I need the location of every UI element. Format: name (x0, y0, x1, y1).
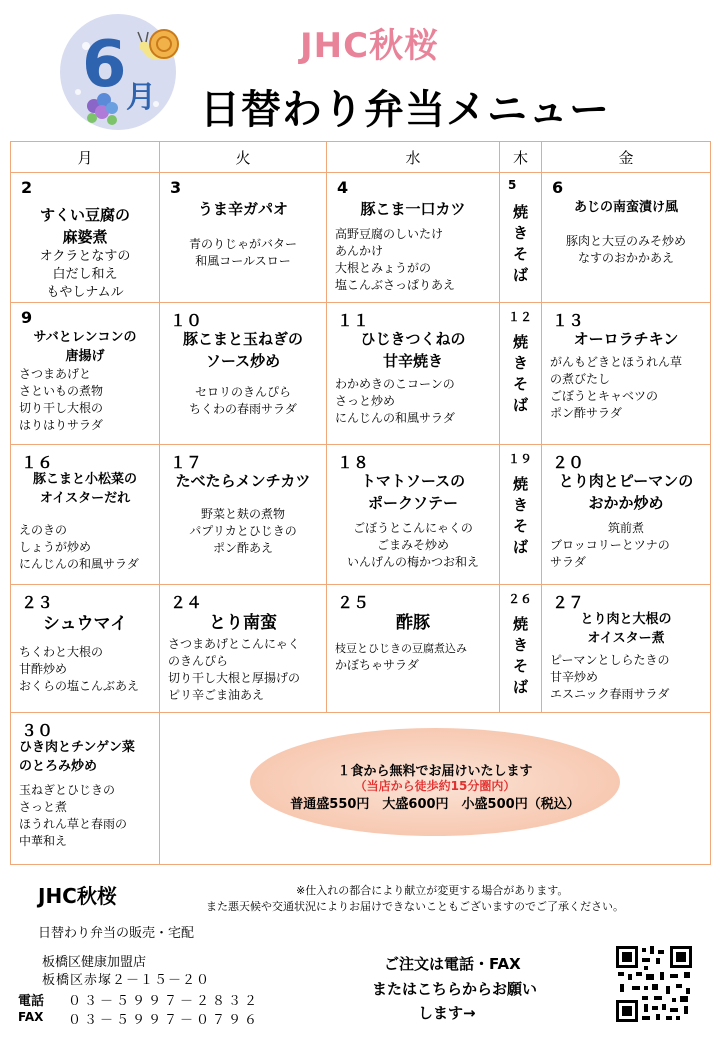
notice-line-1: ※仕入れの都合により献立が変更する場合があります。 (296, 884, 569, 897)
day-date: ２５ (337, 593, 370, 612)
side-dish: ごぼうとこんにゃくの (353, 521, 473, 535)
dish-name: トマトソースの (360, 472, 466, 490)
dish-name: うま辛ガパオ (197, 200, 288, 218)
weekday-mon: 月 (11, 142, 160, 173)
day-cell (542, 303, 711, 445)
weekday-wed: 水 (327, 142, 500, 173)
day-cell (542, 173, 711, 303)
side-dish: あんかけ (335, 244, 384, 258)
day-cell-thursday (500, 303, 542, 445)
side-dish: 高野豆腐のしいたけ (335, 227, 444, 241)
side-dish: オクラとなすの (39, 249, 131, 264)
side-dish: セロリのきんぴら (194, 385, 291, 399)
delivery-range: （当店から徒歩約15分圏内） (354, 779, 516, 793)
side-dish: かぼちゃサラダ (335, 658, 419, 672)
day-date: １９ (508, 452, 533, 466)
side-dish: 塩こんぶさっぱりあえ (335, 278, 456, 292)
day-date: 5 (508, 178, 517, 192)
side-dish: さといもの煮物 (19, 384, 104, 398)
side-dish: ほうれん草と春雨の (19, 817, 128, 831)
side-dish: ちくわと大根の (19, 645, 104, 659)
badge-month-number: 6 (82, 28, 127, 102)
day-date: １３ (552, 311, 585, 330)
side-dish: 青のりじゃがバター (188, 237, 297, 251)
day-cell (327, 173, 500, 303)
weekday-tue: 火 (160, 142, 327, 173)
day-date: ２３ (21, 593, 54, 612)
dish-name-vertical: 焼きそば (512, 615, 528, 696)
day-cell (542, 445, 711, 585)
side-dish: 大根とみょうがの (335, 261, 432, 275)
side-dish: 和風コールスロー (195, 254, 291, 268)
badge-month-unit: 月 (126, 80, 156, 115)
tel-number: ０３－５９９７－２８３２ (68, 994, 261, 1009)
dish-name: すくい豆腐の (39, 206, 130, 224)
side-dish: 筑前煮 (607, 521, 644, 535)
side-dish: 切り干し大根と厚揚げの (168, 671, 301, 685)
dish-name: あじの南蛮漬け風 (573, 200, 678, 215)
side-dish: わかめきのこコーンの (335, 377, 455, 391)
day-date: ２４ (170, 593, 203, 612)
day-cell (160, 585, 327, 713)
side-dish: さつまあげと (19, 367, 92, 381)
side-dish: のきんぴら (168, 654, 229, 668)
day-cell (327, 445, 500, 585)
week-row (11, 445, 711, 585)
day-date: １２ (508, 310, 533, 324)
order-line-3: します→ (418, 1004, 476, 1022)
week-row (11, 585, 711, 713)
month-badge (56, 6, 188, 138)
shop-member: 板橋区健康加盟店 (42, 955, 147, 970)
dish-name: 豚こま一口カツ (360, 200, 466, 218)
side-dish: いんげんの梅かつお和え (346, 555, 479, 569)
dish-name: オーロラチキン (573, 330, 679, 348)
day-date: ２０ (552, 453, 585, 472)
side-dish: 甘辛炒め (550, 670, 599, 684)
side-dish: エスニック春雨サラダ (550, 687, 670, 701)
dish-name: のとろみ炒め (19, 759, 98, 774)
dish-name: ソース炒め (205, 352, 281, 370)
day-cell (327, 585, 500, 713)
day-cell (11, 445, 160, 585)
side-dish: 白だし和え (52, 267, 118, 282)
side-dish: ポン酢あえ (212, 541, 273, 555)
brand-title: JHC秋桜 (300, 26, 440, 66)
side-dish: の煮びたし (550, 372, 611, 386)
day-cell-thursday (500, 173, 542, 303)
dish-name: 甘辛焼き (382, 352, 443, 370)
dish-name: ひじきつくねの (360, 330, 466, 348)
side-dish: 甘酢炒め (19, 662, 68, 676)
page-title: 日替わり弁当メニュー (200, 87, 610, 133)
side-dish: さっと炒め (335, 394, 396, 408)
day-date: １７ (170, 453, 203, 472)
day-date: 9 (21, 308, 33, 327)
side-dish: ピリ辛ごま油あえ (168, 688, 265, 702)
shop-address: 板橋区赤塚２－１５－２０ (42, 973, 211, 988)
day-date: 3 (170, 178, 182, 197)
fax-label: FAX (18, 1010, 44, 1024)
delivery-line-1: １食から無料でお届けいたします (337, 764, 533, 779)
side-dish: えのきの (19, 523, 68, 537)
day-date: １８ (337, 453, 370, 472)
side-dish: おくらの塩こんぶあえ (19, 679, 140, 693)
side-dish: ごまみそ炒め (376, 538, 449, 552)
day-cell (160, 303, 327, 445)
dish-name: たべたらメンチカツ (175, 472, 311, 490)
day-date: １１ (337, 311, 370, 330)
dish-name: とり南蛮 (209, 613, 277, 633)
dish-name: ポークソテー (367, 494, 458, 512)
day-cell-thursday (500, 445, 542, 585)
side-dish: パプリカとひじきの (189, 524, 297, 538)
shop-name: JHC秋桜 (38, 884, 117, 908)
qr-code-icon[interactable] (614, 944, 694, 1024)
day-date: 2 (21, 178, 33, 197)
side-dish: さっと煮 (19, 800, 68, 814)
weekday-fri: 金 (542, 142, 711, 173)
shop-description: 日替わり弁当の販売・宅配 (38, 926, 195, 941)
side-dish: ピーマンとしらたきの (550, 653, 670, 667)
day-date: 6 (552, 178, 564, 197)
side-dish: 切り干し大根の (19, 401, 104, 415)
dish-name: とり肉と大根の (580, 612, 672, 627)
dish-name: 麻婆煮 (62, 228, 108, 246)
day-cell (160, 445, 327, 585)
dish-name: シュウマイ (42, 614, 128, 634)
side-dish: がんもどきとほうれん草 (550, 355, 683, 369)
side-dish: ブロッコリーとツナの (550, 538, 670, 552)
side-dish: 豚肉と大豆のみそ炒め (565, 234, 686, 248)
side-dish: にんじんの和風サラダ (19, 557, 139, 571)
dish-name-vertical: 焼きそば (512, 203, 528, 284)
fax-number: ０３－５９９７－０７９６ (68, 1013, 261, 1028)
dish-name: 酢豚 (396, 613, 430, 633)
delivery-prices: 普通盛550円 大盛600円 小盛500円（税込） (290, 797, 580, 812)
week-row (11, 173, 711, 303)
side-dish: 野菜と麸の煮物 (200, 507, 285, 521)
day-date: ２６ (508, 592, 533, 606)
order-line-2: またはこちらからお願い (372, 980, 538, 998)
day-date: 4 (337, 178, 349, 197)
day-date: ２７ (552, 593, 585, 612)
day-cell (327, 303, 500, 445)
dish-name: 豚こまと玉ねぎの (182, 330, 303, 348)
day-date: １６ (21, 453, 54, 472)
day-cell (160, 173, 327, 303)
dish-name-vertical: 焼きそば (512, 333, 528, 414)
dish-name: サバとレンコンの (33, 330, 137, 345)
side-dish: はりはりサラダ (19, 418, 103, 432)
side-dish: もやしナムル (46, 285, 124, 300)
side-dish: サラダ (550, 555, 586, 569)
dish-name: オイスター煮 (587, 631, 665, 646)
day-date: ３０ (21, 721, 54, 740)
side-dish: しょうが炒め (19, 540, 92, 554)
side-dish: ちくわの春雨サラダ (189, 402, 297, 416)
dish-name-vertical: 焼きそば (512, 475, 528, 556)
dish-name: オイスターだれ (39, 491, 131, 506)
side-dish: ポン酢サラダ (550, 406, 622, 420)
weekday-thu: 木 (500, 142, 542, 173)
day-cell (11, 303, 160, 445)
dish-name: おかか炒め (588, 494, 664, 512)
dish-name: ひき肉とチンゲン菜 (19, 740, 135, 755)
side-dish: さつまあげとこんにゃく (168, 637, 300, 651)
dish-name: 豚こまと小松菜の (32, 472, 137, 487)
day-cell (11, 173, 160, 303)
dish-name: とり肉とピーマンの (558, 472, 694, 490)
week-row (11, 303, 711, 445)
day-cell (542, 585, 711, 713)
day-cell (11, 713, 160, 865)
side-dish: ごぼうとキャベツの (550, 389, 659, 403)
side-dish: なすのおかかあえ (577, 251, 674, 265)
side-dish: 中華和え (19, 834, 68, 848)
day-date: １０ (170, 311, 203, 330)
day-cell (11, 585, 160, 713)
order-line-1: ご注文は電話・FAX (384, 955, 521, 973)
weekday-header-row (11, 142, 711, 173)
side-dish: 枝豆とひじきの豆腐煮込み (335, 642, 467, 655)
tel-label: 電話 (18, 994, 45, 1009)
day-cell-thursday (500, 585, 542, 713)
side-dish: 玉ねぎとひじきの (19, 783, 116, 797)
side-dish: にんじんの和風サラダ (335, 411, 455, 425)
dish-name: 唐揚げ (65, 349, 105, 364)
notice-line-2: また悪天候や交通状況によりお届けできないこともございますのでご了承ください。 (206, 900, 624, 913)
